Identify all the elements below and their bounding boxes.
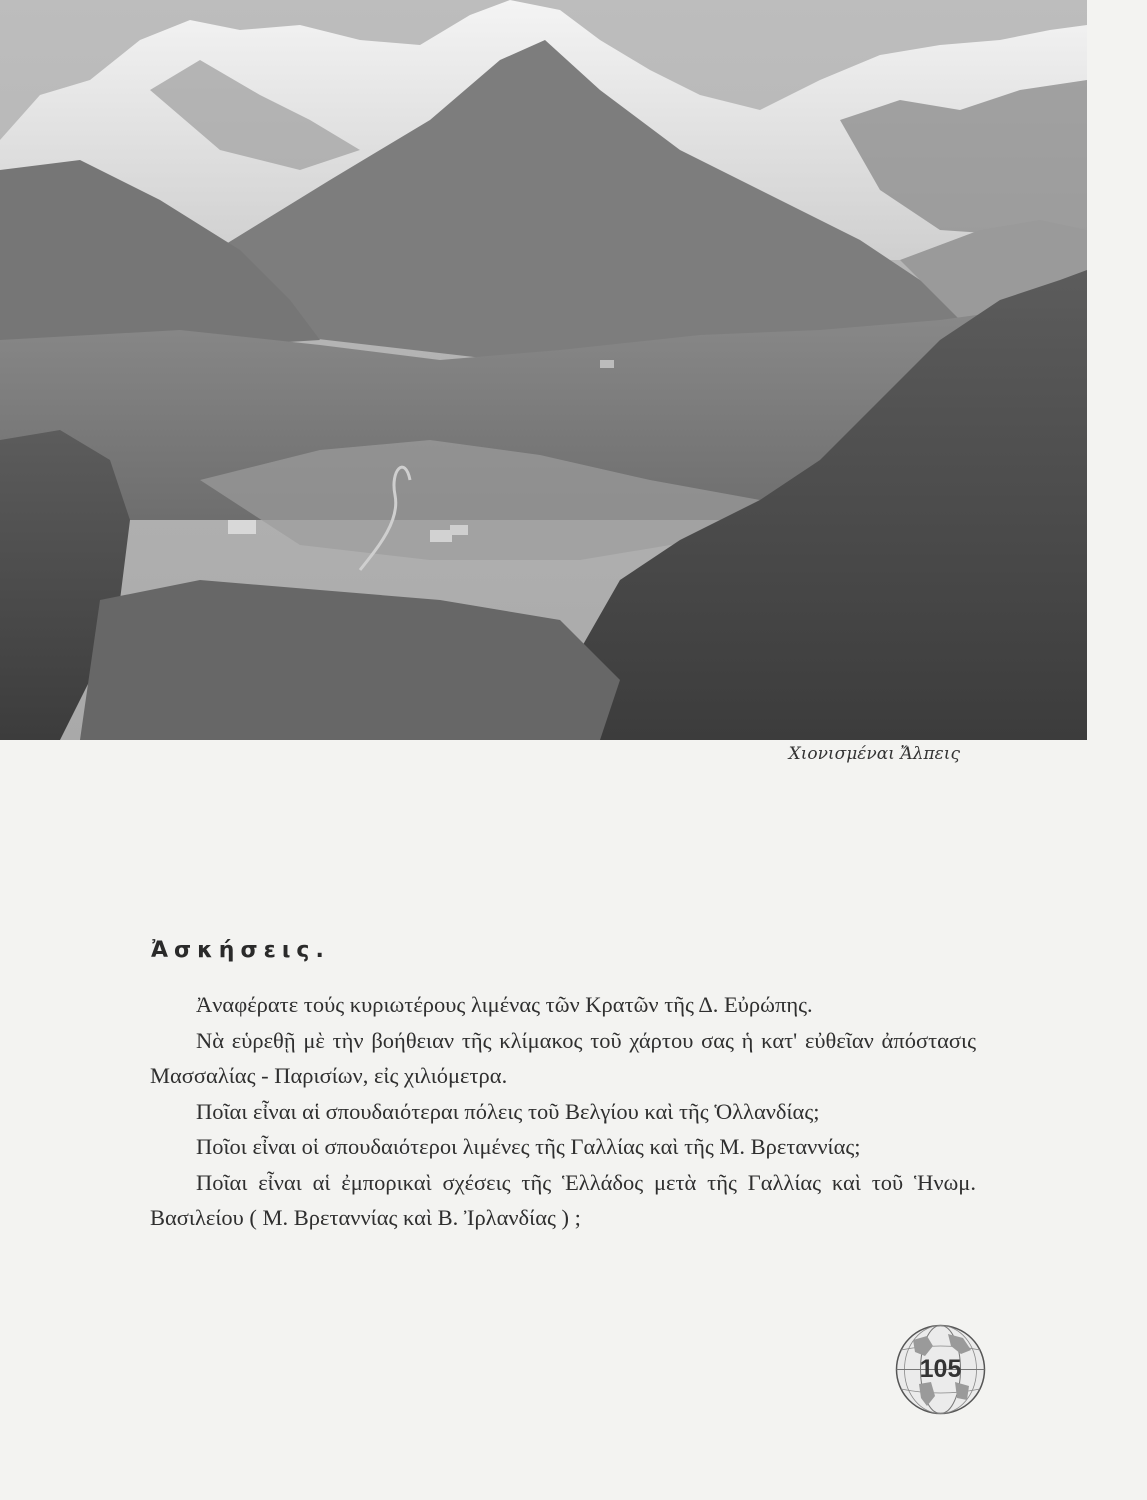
exercise-item: Ἀναφέρατε τούς κυριωτέρους λιμένας τῶν Κρατῶν τῆς Δ. Εὐρώπης.: [196, 992, 813, 1017]
exercises-heading: Ἀσκήσεις.: [151, 938, 330, 963]
exercise-item: Ποῖοι εἶναι οἱ σπουδαιότεροι λιμένες τῆς Γαλλίας καὶ τῆς Μ. Βρεταννίας;: [196, 1134, 861, 1159]
page-number-badge: [893, 1322, 988, 1417]
exercise-item: Ποῖαι εἶναι αἱ ἐμπορικαὶ σχέσεις τῆς Ἑλλάδος μετὰ τῆς Γαλλίας καὶ τοῦ Ἡνωμ. Βασιλείου ( Μ. Βρεταννίας καὶ Β. Ἰρλανδίας ) ;: [150, 1169, 976, 1230]
mountain-landscape-image: [0, 0, 1087, 740]
exercise-item: Ποῖαι εἶναι αἱ σπουδαιότεραι πόλεις τοῦ Βελγίου καὶ τῆς Ὁλλανδίας;: [196, 1098, 820, 1124]
exercise-item: Νὰ εὑρεθῇ μὲ τὴν βοήθειαν τῆς κλίμακος τοῦ χάρτου σας ἡ κατ' εὐθεῖαν ἀπόστασις Μασσαλίας - Παρισίων, εἰς χιλιόμετρα.: [150, 1027, 976, 1088]
exercises-body: [150, 987, 976, 1236]
photo-caption: Χιονισμέναι Ἄλπεις: [788, 744, 960, 764]
page-number: 105: [919, 1355, 962, 1383]
alps-photo: [0, 0, 1087, 740]
